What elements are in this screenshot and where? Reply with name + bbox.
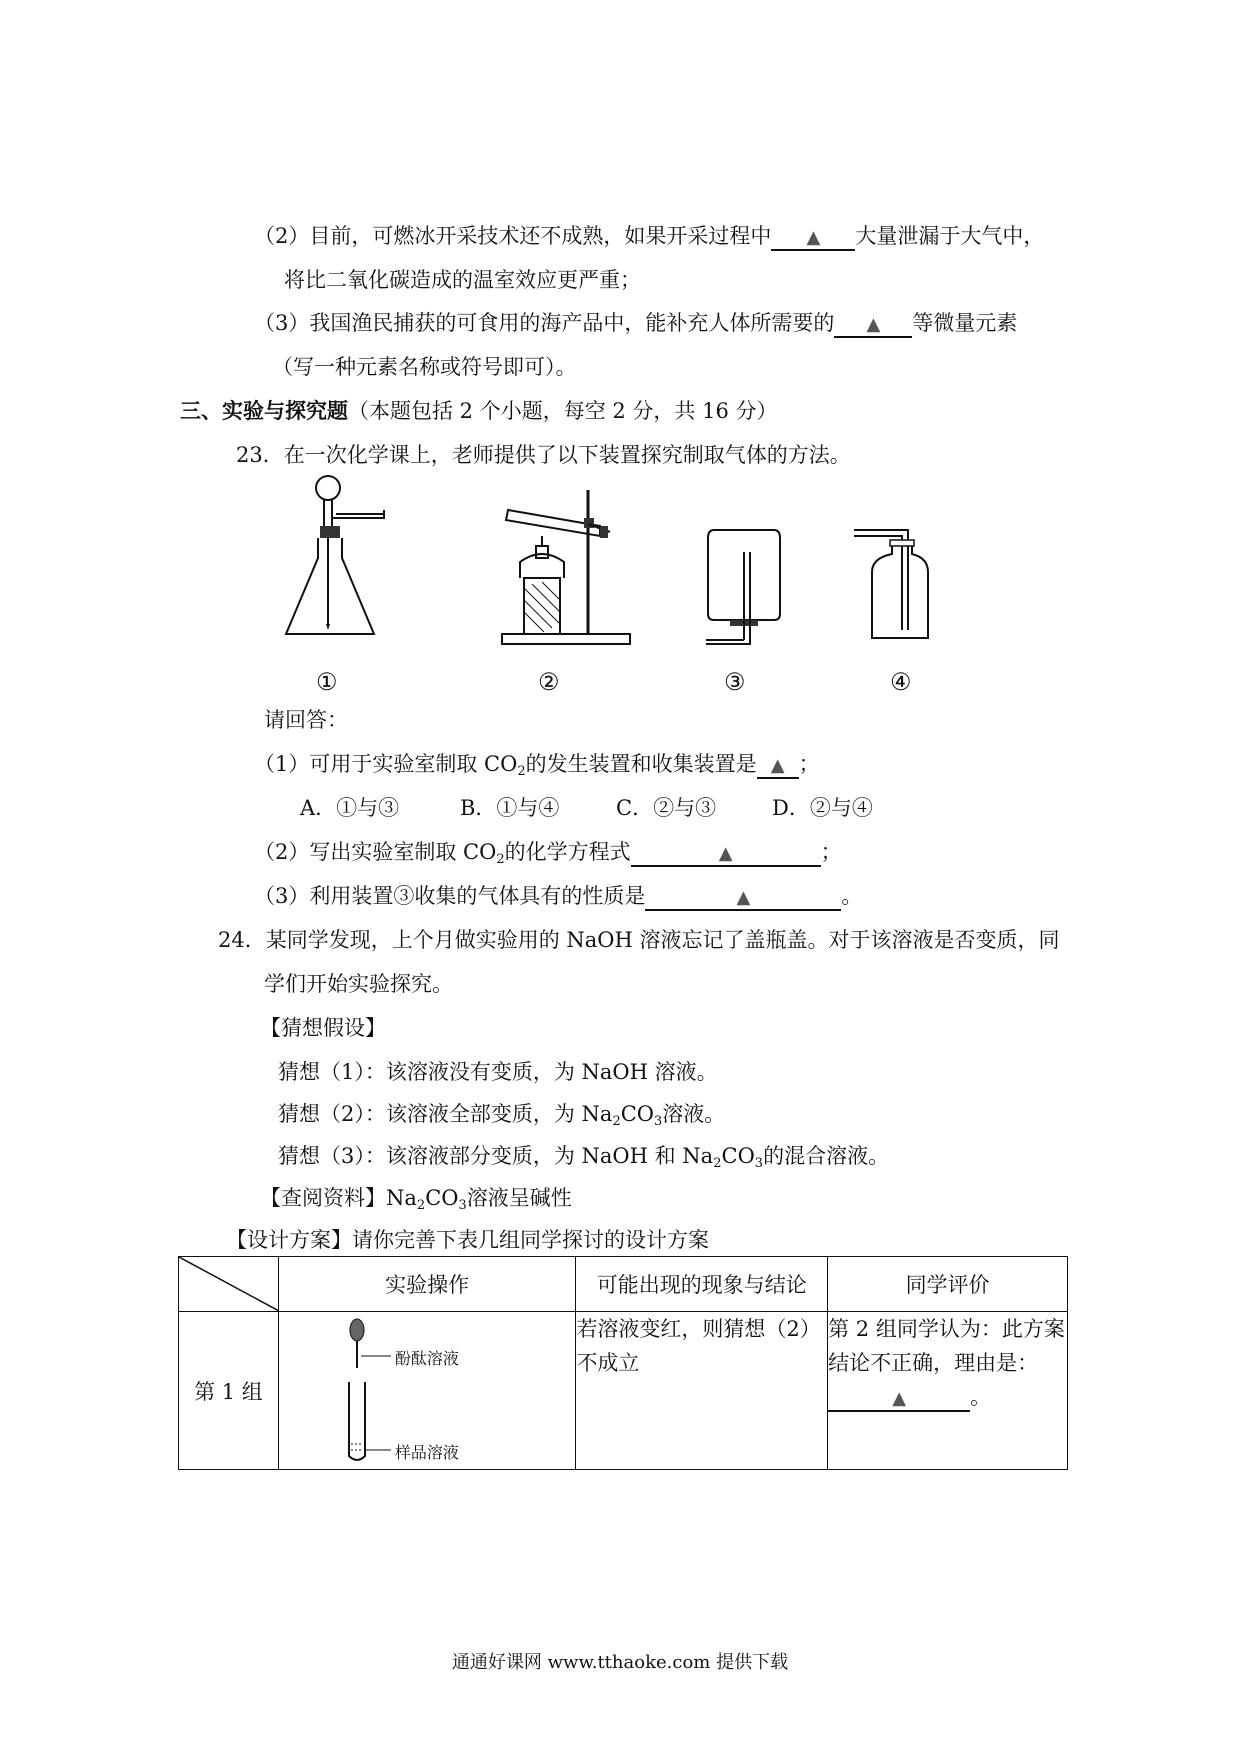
design-title: 【设计方案】请你完善下表几组同学探讨的设计方案 (226, 1228, 709, 1252)
hypothesis-3: 猜想（3）：该溶液部分变质，为 NaOH 和 $Na_2CO_3$的混合溶液。 (278, 1144, 890, 1171)
figure-label-3: ③ (724, 668, 746, 696)
answer-blank[interactable]: ▲ (757, 753, 799, 779)
section-title: 三、实验与探究题（本题包括 2 个小题，每空 2 分，共 16 分） (180, 398, 778, 423)
answer-blank[interactable]: ▲ (645, 885, 841, 911)
figure-label-1: ① (316, 668, 338, 696)
q22-part2: （2）目前，可燃冰开采技术还不成熟，如果开采过程中 ▲ 大量泄漏于大气中， (254, 222, 1044, 251)
table-header: 实验操作 (278, 1257, 576, 1312)
table-corner-cell (179, 1257, 279, 1312)
q22-part3: （3）我国渔民捕获的可食用的海产品中，能补充人体所需要的 ▲ 等微量元素 (254, 309, 1017, 338)
hypothesis-1: 猜想（1）：该溶液没有变质，为 NaOH 溶液。 (278, 1060, 718, 1084)
experiment-operation-cell (278, 1312, 576, 1470)
apparatus-flask-with-funnel (280, 474, 400, 644)
q23-option-b: B．①与④ (460, 796, 560, 820)
q22-part3-line2: （写一种元素名称或符号即可）。 (272, 355, 577, 379)
q23-option-c: C．②与③ (616, 796, 717, 820)
q22-part2-line2: 将比二氧化碳造成的温室效应更严重； (284, 268, 641, 292)
q24-stem-line1: 24．某同学发现，上个月做实验用的 NaOH 溶液忘记了盖瓶盖。对于该溶液是否变质，同 (218, 928, 1060, 952)
answer-blank[interactable]: ▲ (631, 841, 821, 867)
figure-label-4: ④ (890, 668, 912, 696)
apparatus-gas-bottle (852, 526, 952, 646)
design-table (178, 1256, 1068, 1470)
answer-prompt: 请回答： (264, 708, 348, 732)
q23-part1: （1）可用于实验室制取 $CO_2$的发生装置和收集装置是 ▲ ； (254, 752, 820, 779)
result-cell: 若溶液变红，则猜想（2）不成立 (576, 1312, 828, 1470)
reference-line: 【查阅资料】$Na_2CO_3$溶液呈碱性 (260, 1186, 572, 1213)
q23-option-a: A．①与③ (300, 796, 400, 820)
sample-label: 样品溶液 (394, 1443, 459, 1462)
page-footer: 通通好课网 www.tthaoke.com 提供下载 (451, 1652, 789, 1673)
q23-option-d: D．②与④ (772, 796, 873, 820)
indicator-label: 酚酞溶液 (394, 1349, 459, 1368)
diagonal-line (179, 1257, 279, 1311)
q23-part2: （2）写出实验室制取 $CO_2$的化学方程式 ▲ ； (254, 840, 842, 867)
answer-blank[interactable]: ▲ (828, 1386, 970, 1412)
q23-part3: （3）利用装置③收集的气体具有的性质是 ▲ 。 (254, 882, 862, 911)
evaluation-cell: 第 2 组同学认为：此方案结论不正确，理由是：▲ 。 (828, 1312, 1068, 1470)
figure-label-2: ② (538, 668, 560, 696)
q24-stem-line2: 学们开始实验探究。 (264, 972, 453, 996)
table-header: 同学评价 (828, 1257, 1068, 1312)
answer-blank[interactable]: ▲ (834, 312, 912, 338)
answer-blank[interactable]: ▲ (771, 225, 855, 251)
table-row (179, 1312, 1068, 1470)
hypothesis-2: 猜想（2）：该溶液全部变质，为 $Na_2CO_3$溶液。 (278, 1102, 726, 1129)
table-header: 可能出现的现象与结论 (576, 1257, 828, 1312)
table-header-row (179, 1257, 1068, 1312)
apparatus-inverted-bottle (700, 528, 790, 648)
apparatus-heated-test-tube (500, 488, 650, 648)
q23-stem: 23．在一次化学课上，老师提供了以下装置探究制取气体的方法。 (236, 443, 851, 467)
group-label: 第 1 组 (179, 1312, 279, 1470)
hypothesis-title: 【猜想假设】 (260, 1016, 386, 1040)
